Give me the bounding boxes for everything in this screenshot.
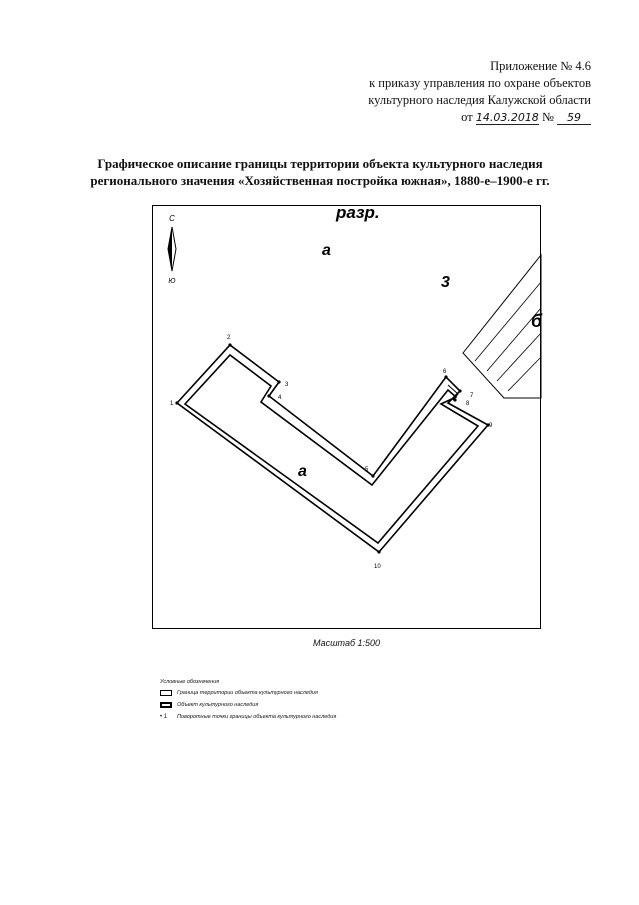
point-marker-10 — [377, 550, 380, 553]
order-number: 59 — [557, 111, 591, 125]
point-label-4: 4 — [278, 395, 282, 401]
point-label-5: 5 — [365, 467, 369, 473]
compass-south-label: Ю — [168, 278, 176, 285]
point-marker-2 — [228, 343, 231, 346]
title-line-1: Графическое описание границы территории объекта культурного наследия — [97, 156, 543, 171]
legend-territory-text: Граница территории объекта культурного наследия — [177, 690, 318, 696]
point-label-2: 2 — [227, 335, 231, 341]
date-number-line — [368, 109, 591, 126]
legend — [160, 679, 336, 723]
label-a-top: а — [322, 242, 331, 259]
compass — [168, 214, 176, 285]
point-label-7: 7 — [470, 393, 474, 399]
label-b: б — [531, 311, 543, 331]
label-razr: разр. — [336, 203, 380, 222]
object-swatch — [160, 702, 172, 708]
point-label-1: 1 — [170, 401, 174, 407]
legend-row-points — [160, 711, 336, 723]
document-title — [40, 155, 600, 189]
point-marker-1 — [175, 401, 178, 404]
point-marker-5 — [371, 474, 374, 477]
point-marker-6 — [444, 375, 447, 378]
label-a-bottom: а — [298, 463, 307, 480]
point-marker-7 — [458, 389, 461, 392]
point-label-6: 6 — [443, 369, 447, 375]
territory-swatch — [160, 690, 172, 696]
legend-object-text: Объект культурного наследия — [177, 702, 259, 708]
legend-row-object — [160, 699, 336, 711]
title-line-2: регионального значения «Хозяйственная постройка южная», 1880-е–1900-е гг. — [90, 173, 550, 188]
appendix-header — [368, 58, 591, 126]
point-label-3: 3 — [285, 382, 289, 388]
point-symbol: • 1 — [160, 714, 168, 720]
point-label-8: 8 — [466, 401, 470, 407]
territory-boundary — [177, 345, 488, 552]
point-label-9: 9 — [489, 423, 493, 429]
legend-row-territory — [160, 687, 336, 699]
turning-points — [170, 335, 493, 570]
heritage-object-outline — [185, 355, 478, 543]
scale-label: Масштаб 1:500 — [312, 638, 381, 648]
number-label: № — [541, 110, 554, 124]
point-marker-3 — [277, 380, 280, 383]
point-marker-4 — [267, 394, 270, 397]
neighbor-building — [463, 255, 541, 398]
map-frame — [153, 206, 541, 629]
legend-heading: Условные обозначения — [160, 679, 220, 685]
authority-name: культурного наследия Калужской области — [368, 93, 591, 107]
legend-points-text: Поворотные точки границы объекта культурного наследия — [177, 714, 337, 720]
point-marker-8 — [453, 398, 456, 401]
boundary-map — [152, 205, 541, 629]
appendix-number: Приложение № 4.6 — [490, 59, 591, 73]
from-label: от — [461, 110, 473, 124]
order-date: 14.03.2018 — [475, 111, 539, 124]
order-reference: к приказу управления по охране объектов — [369, 76, 591, 90]
label-3: 3 — [441, 274, 450, 291]
point-label-10: 10 — [374, 564, 381, 570]
compass-north-label: С — [169, 214, 175, 223]
